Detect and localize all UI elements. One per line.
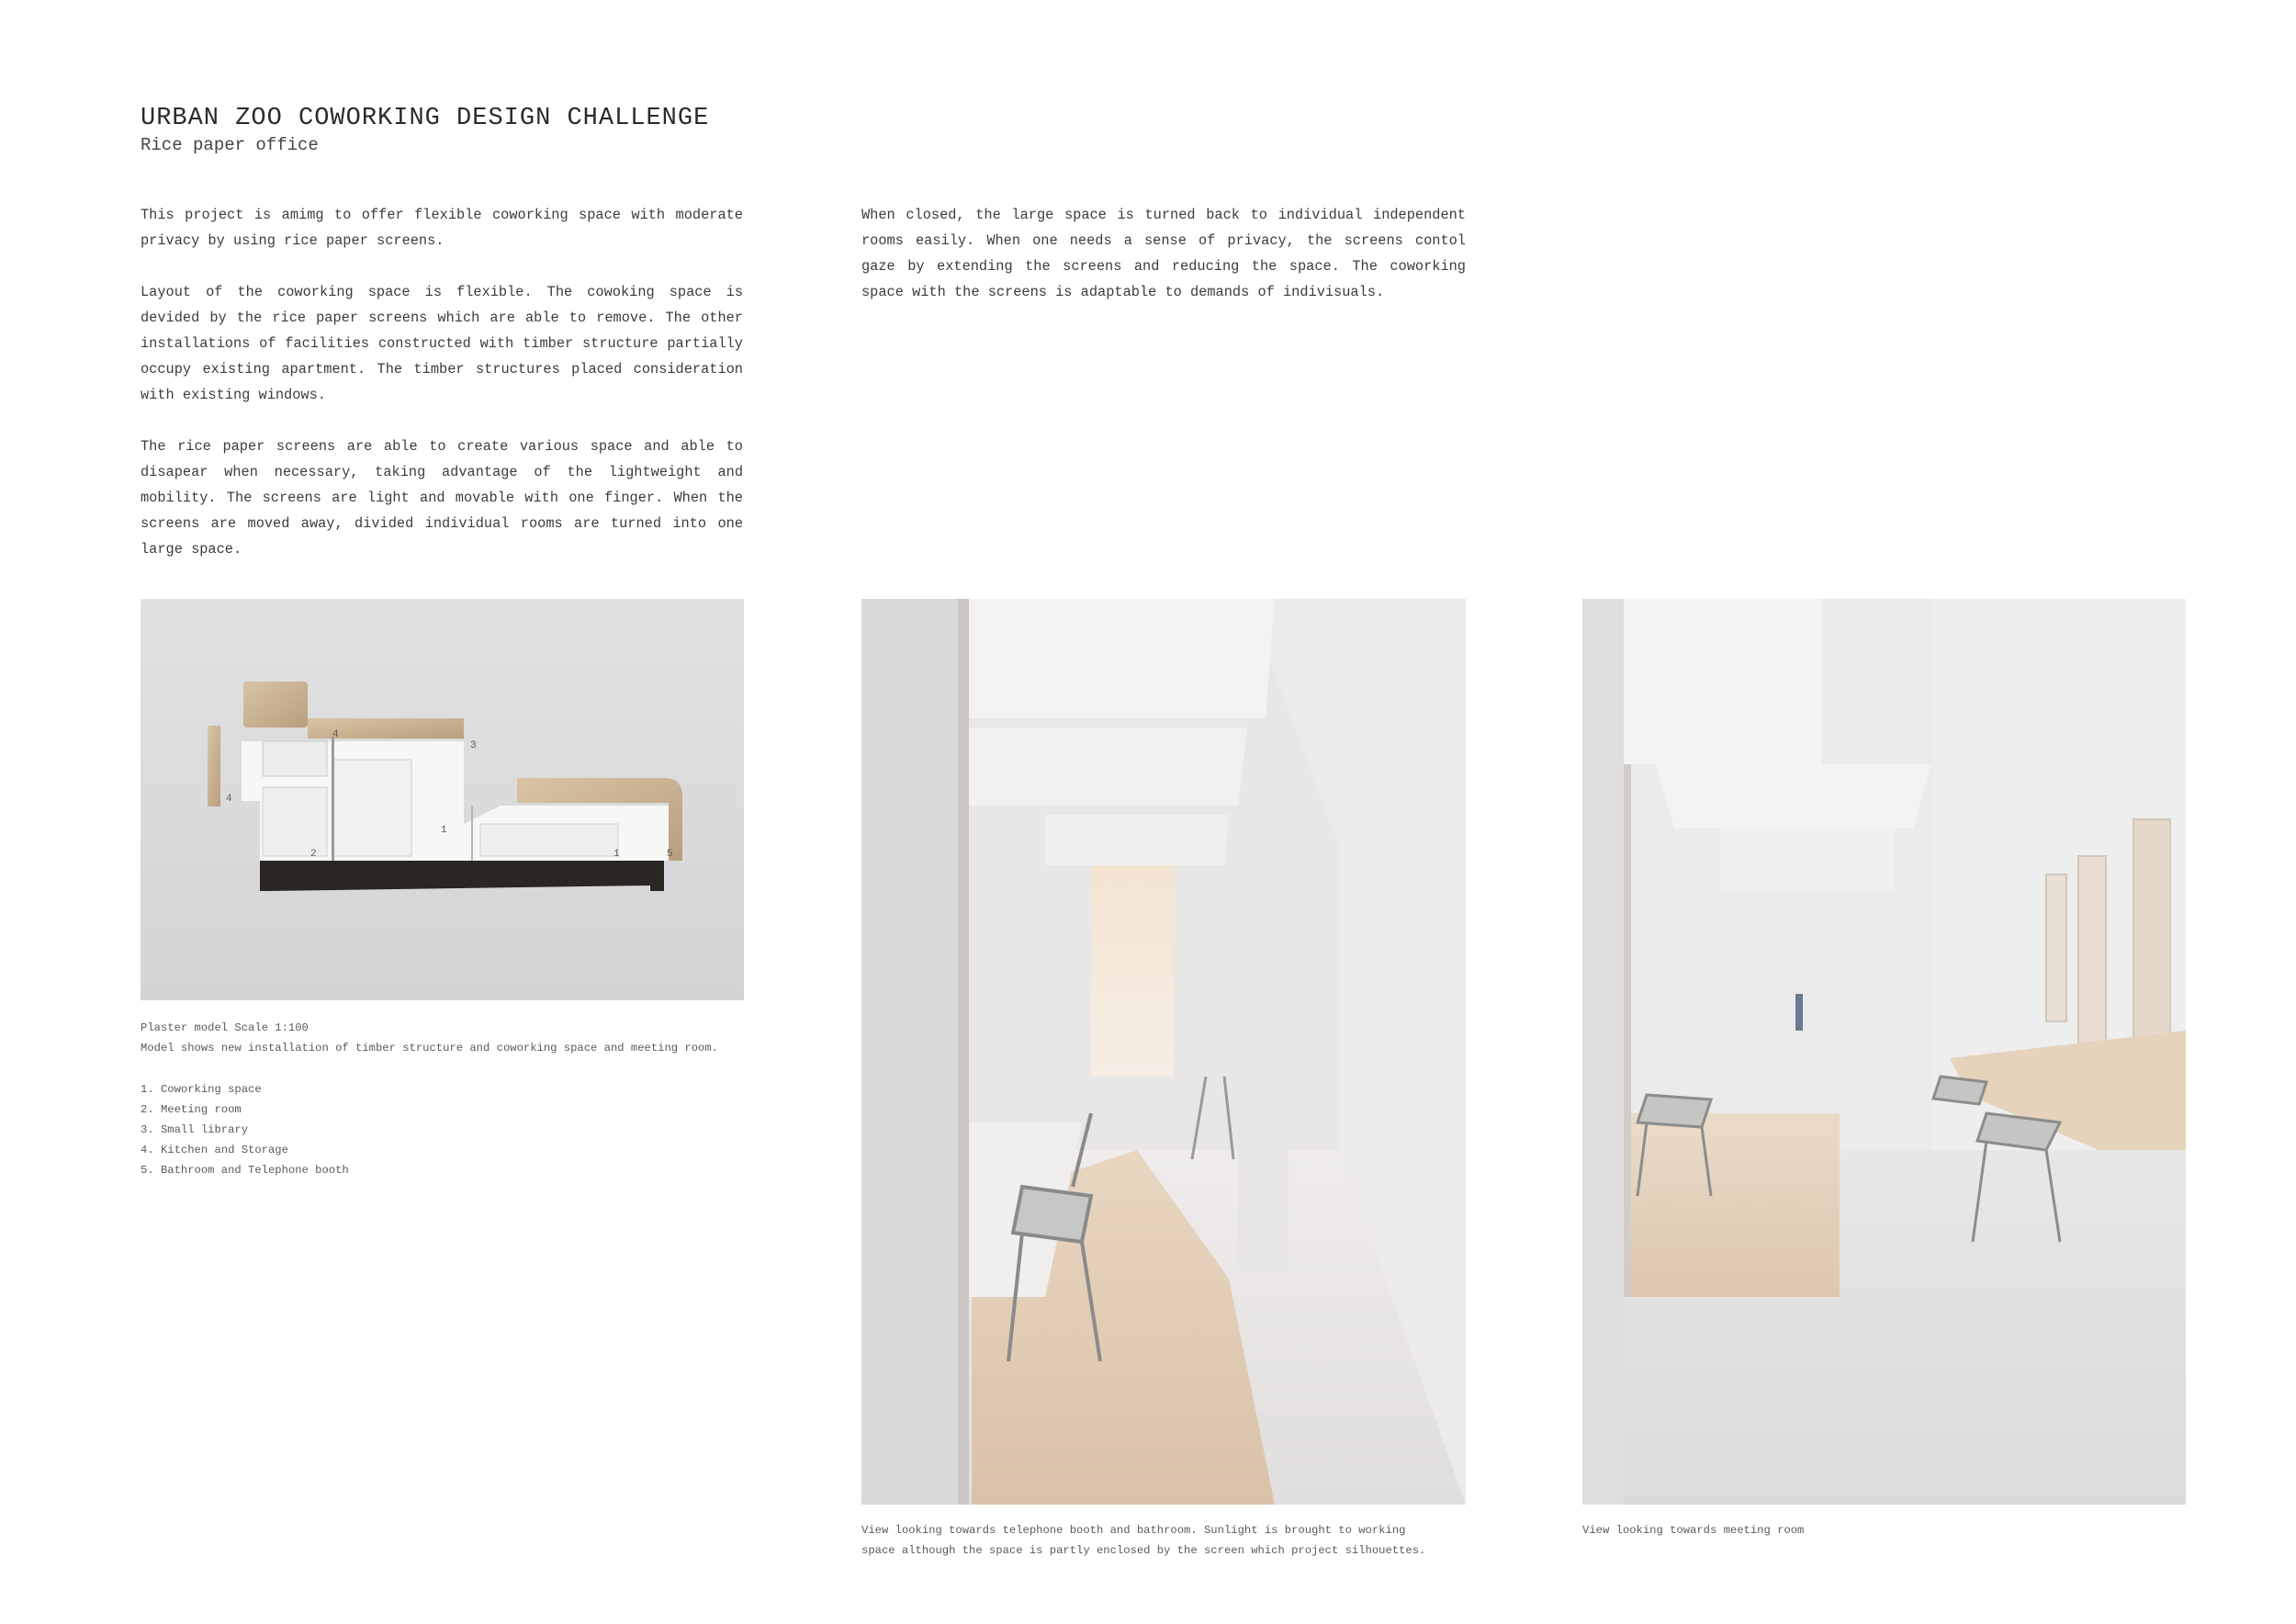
telephone-booth-view-photo <box>861 599 1466 1505</box>
model-label: 4 <box>332 729 339 740</box>
model-caption <box>141 1018 718 1058</box>
paragraph: This project is amimg to offer flexible coworking space with moderate privacy by using rice paper screens. <box>141 207 743 249</box>
meeting-room-view-photo <box>1582 599 2186 1505</box>
caption-line: space although the space is partly enclosed by the screen which project silhouettes. <box>861 1544 1426 1557</box>
booth-caption <box>861 1520 1425 1561</box>
legend-item: 4. Kitchen and Storage <box>141 1144 288 1156</box>
caption-line: Model shows new installation of timber structure and coworking space and meeting room. <box>141 1042 718 1054</box>
model-label: 4 <box>226 794 232 805</box>
model-label: 2 <box>310 849 317 860</box>
page-subtitle: Rice paper office <box>141 135 319 155</box>
model-label: 1 <box>613 849 620 860</box>
intro-text-left <box>141 202 743 588</box>
paragraph: Layout of the coworking space is flexible. The cowoking space is devided by the rice paper screens which are able to remove. The other installations of facilities constructed with timber structure partially occupy existing apartment. The timber structures placed consideration with existing windows. <box>141 284 743 403</box>
page-title: URBAN ZOO COWORKING DESIGN CHALLENGE <box>141 105 710 132</box>
meeting-caption <box>1582 1520 1804 1540</box>
caption-line: View looking towards meeting room <box>1582 1524 1805 1537</box>
caption-line: Plaster model Scale 1:100 <box>141 1021 309 1034</box>
model-label: 3 <box>470 740 477 751</box>
caption-line: View looking towards telephone booth and bathroom. Sunlight is brought to working <box>861 1524 1406 1537</box>
legend-item: 2. Meeting room <box>141 1103 242 1116</box>
legend-item: 5. Bathroom and Telephone booth <box>141 1164 349 1177</box>
legend-item: 1. Coworking space <box>141 1083 262 1096</box>
model-label: 5 <box>667 849 673 860</box>
legend-item: 3. Small library <box>141 1123 249 1136</box>
paragraph: When closed, the large space is turned back to individual independent rooms easily. When one needs a sense of privacy, the screens contol gaze by extending the screens and reducing the space. The coworking space with the screens is adaptable to demands of indivisuals. <box>861 207 1466 300</box>
model-legend <box>141 1079 349 1180</box>
model-label: 1 <box>441 825 447 836</box>
paragraph: The rice paper screens are able to create various space and able to disapear when necessary, taking advantage of the lightweight and mobility. The screens are light and movable with one finger. When the screens are moved away, divided individual rooms are turned into one large space. <box>141 438 743 558</box>
intro-text-middle <box>861 202 1466 331</box>
